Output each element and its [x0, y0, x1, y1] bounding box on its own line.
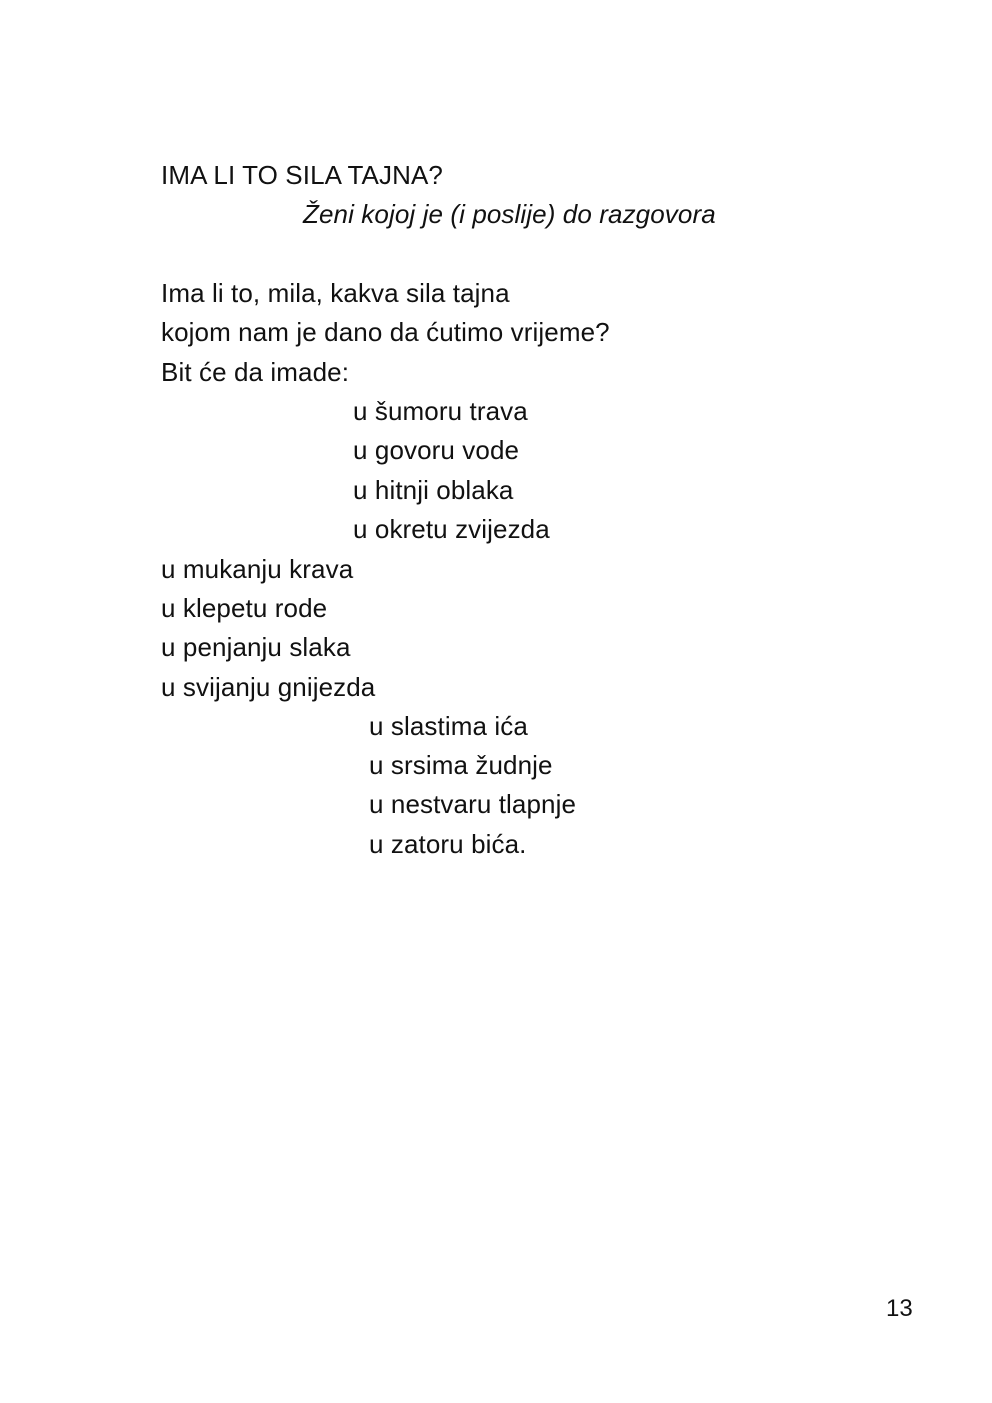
poem-line: Ima li to, mila, kakva sila tajna	[161, 278, 510, 308]
poem-line: u hitnji oblaka	[353, 475, 514, 505]
poem-line: kojom nam je dano da ćutimo vrijeme?	[161, 317, 610, 347]
page-number: 13	[886, 1295, 913, 1322]
poem-line: u penjanju slaka	[161, 632, 351, 662]
poem-line: u srsima žudnje	[369, 750, 553, 780]
poem-line: u okretu zvijezda	[353, 514, 550, 544]
poem-line: u svijanju gnijezda	[161, 672, 376, 702]
poem-title: IMA LI TO SILA TAJNA?	[161, 160, 443, 190]
poem-line: u zatoru bića.	[369, 829, 527, 859]
poem-line: u klepetu rode	[161, 593, 328, 623]
poem-line: u mukanju krava	[161, 554, 354, 584]
poem-line: u govoru vode	[353, 435, 520, 465]
poem-line: u šumoru trava	[353, 396, 528, 426]
poem-line: Bit će da imade:	[161, 357, 350, 387]
poem-line: u slastima ića	[369, 711, 528, 741]
poem-line: u nestvaru tlapnje	[369, 789, 577, 819]
poem-dedication: Ženi kojoj je (i poslije) do razgovora	[303, 199, 716, 229]
